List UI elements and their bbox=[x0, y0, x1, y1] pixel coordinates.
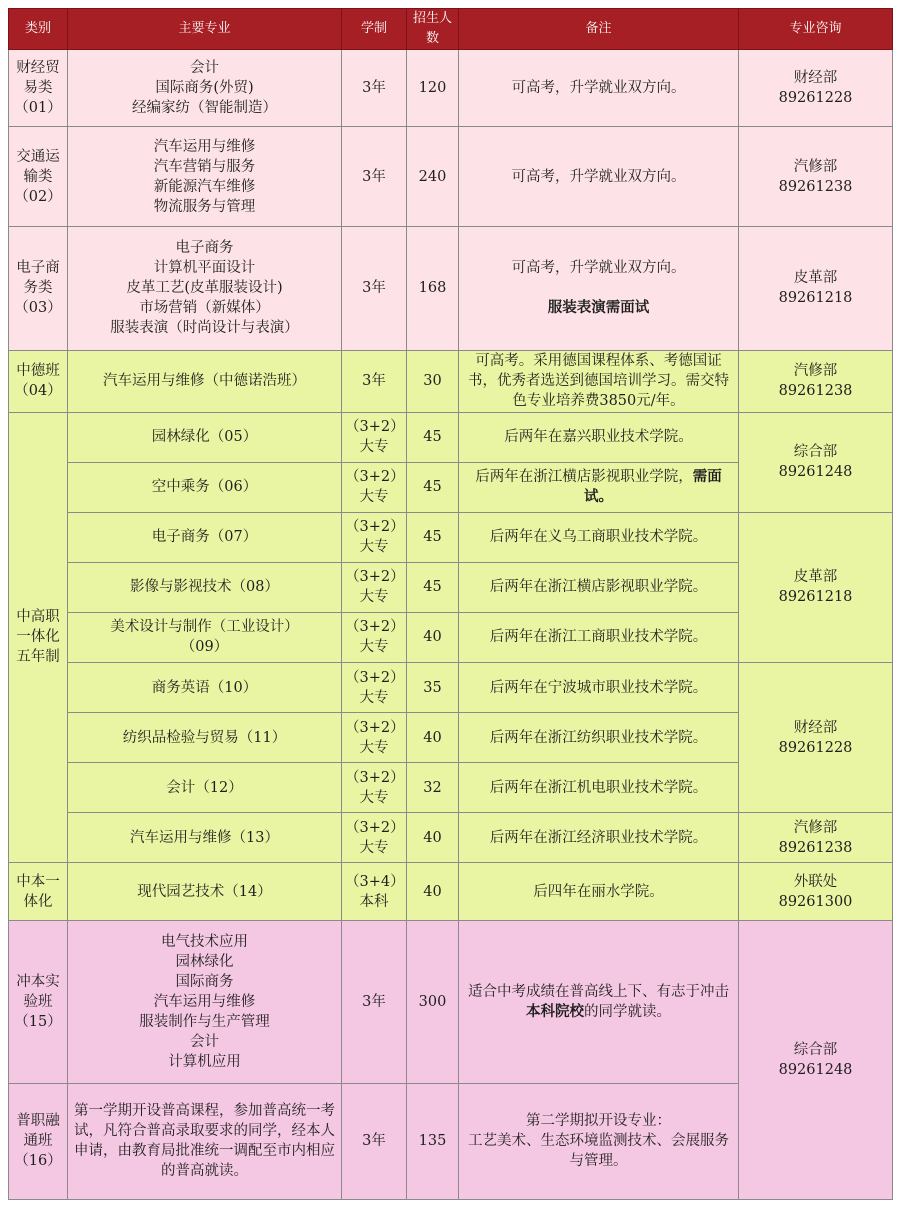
count-cell: 40 bbox=[407, 713, 459, 763]
duration-cell: （3+2） 大专 bbox=[342, 562, 407, 612]
category-cell: 电子商 务类 （03） bbox=[9, 227, 68, 350]
consult-cell: 财经部 89261228 bbox=[739, 662, 893, 812]
count-cell: 45 bbox=[407, 512, 459, 562]
remark-bold-text: 需面试。 bbox=[584, 468, 722, 506]
remark-cell bbox=[459, 462, 739, 512]
remark-bold-text: 服装表演需面试 bbox=[547, 299, 650, 317]
duration-cell: （3+2） 大专 bbox=[342, 763, 407, 813]
remark-cell: 后两年在嘉兴职业技术学院。 bbox=[459, 412, 739, 462]
table-row bbox=[9, 227, 893, 350]
duration-cell: 3年 bbox=[342, 921, 407, 1083]
header-consult: 专业咨询 bbox=[739, 9, 893, 50]
table-row bbox=[9, 512, 893, 562]
category-cell: 冲本实 验班 （15） bbox=[9, 921, 68, 1083]
major-cell: 空中乘务（06） bbox=[68, 462, 342, 512]
major-cell: 汽车运用与维修（13） bbox=[68, 813, 342, 863]
consult-cell: 综合部 89261248 bbox=[739, 412, 893, 512]
consult-cell: 汽修部 89261238 bbox=[739, 127, 893, 227]
header-remarks: 备注 bbox=[459, 9, 739, 50]
remark-cell: 后两年在浙江经济职业技术学院。 bbox=[459, 813, 739, 863]
count-cell: 45 bbox=[407, 462, 459, 512]
remark-text: 后两年在浙江横店影视职业学院， bbox=[475, 469, 693, 486]
remark-cell bbox=[459, 227, 739, 350]
duration-cell: （3+2） 大专 bbox=[342, 612, 407, 662]
major-cell: 商务英语（10） bbox=[68, 662, 342, 712]
duration-cell: 3年 bbox=[342, 1083, 407, 1199]
major-cell: 影像与影视技术（08） bbox=[68, 562, 342, 612]
category-cell: 中本一 体化 bbox=[9, 863, 68, 921]
header-duration: 学制 bbox=[342, 9, 407, 50]
header-category: 类别 bbox=[9, 9, 68, 50]
count-cell: 168 bbox=[407, 227, 459, 350]
count-cell: 45 bbox=[407, 562, 459, 612]
count-cell: 40 bbox=[407, 813, 459, 863]
remark-text: 适合中考成绩在普高线上下、有志于冲击 bbox=[468, 984, 729, 1001]
duration-cell: 3年 bbox=[342, 127, 407, 227]
table-row bbox=[9, 412, 893, 462]
count-cell: 45 bbox=[407, 412, 459, 462]
remark-bold-text: 本科院校 bbox=[526, 1003, 584, 1021]
count-cell: 135 bbox=[407, 1083, 459, 1199]
remark-cell bbox=[459, 921, 739, 1083]
remark-cell: 后两年在宁波城市职业技术学院。 bbox=[459, 662, 739, 712]
remark-cell: 可高考，升学就业双方向。 bbox=[459, 127, 739, 227]
major-cell: 汽车运用与维修（中德诺浩班） bbox=[68, 350, 342, 412]
duration-cell: （3+2） 大专 bbox=[342, 813, 407, 863]
consult-cell: 外联处 89261300 bbox=[739, 863, 893, 921]
count-cell: 40 bbox=[407, 612, 459, 662]
major-cell: 现代园艺技术（14） bbox=[68, 863, 342, 921]
major-cell: 会计（12） bbox=[68, 763, 342, 813]
count-cell: 35 bbox=[407, 662, 459, 712]
table-row bbox=[9, 863, 893, 921]
remark-cell: 后两年在浙江工商职业技术学院。 bbox=[459, 612, 739, 662]
duration-cell: （3+2） 大专 bbox=[342, 662, 407, 712]
consult-cell: 皮革部 89261218 bbox=[739, 227, 893, 350]
table-row bbox=[9, 127, 893, 227]
table-row bbox=[9, 350, 893, 412]
count-cell: 120 bbox=[407, 50, 459, 127]
major-cell: 电气技术应用 园林绿化 国际商务 汽车运用与维修 服装制作与生产管理 会计 计算机应用 bbox=[68, 921, 342, 1083]
duration-cell: （3+2） 大专 bbox=[342, 512, 407, 562]
major-cell: 园林绿化（05） bbox=[68, 412, 342, 462]
major-cell: 电子商务（07） bbox=[68, 512, 342, 562]
remark-cell: 可高考，升学就业双方向。 bbox=[459, 50, 739, 127]
duration-cell: 3年 bbox=[342, 50, 407, 127]
count-cell: 240 bbox=[407, 127, 459, 227]
duration-cell: （3+2） 大专 bbox=[342, 462, 407, 512]
header-enrollment: 招生人数 bbox=[407, 9, 459, 50]
major-cell: 会计 国际商务(外贸) 经编家纺（智能制造） bbox=[68, 50, 342, 127]
remark-cell: 后两年在义乌工商职业技术学院。 bbox=[459, 512, 739, 562]
header-major: 主要专业 bbox=[68, 9, 342, 50]
category-cell: 中德班 （04） bbox=[9, 350, 68, 412]
category-cell: 交通运 输类 （02） bbox=[9, 127, 68, 227]
category-cell: 普职融 通班 （16） bbox=[9, 1083, 68, 1199]
header-row bbox=[9, 9, 893, 50]
category-cell: 财经贸 易类 （01） bbox=[9, 50, 68, 127]
remark-cell: 后四年在丽水学院。 bbox=[459, 863, 739, 921]
consult-cell: 汽修部 89261238 bbox=[739, 350, 893, 412]
table-row bbox=[9, 662, 893, 712]
remark-text-end: 的同学就读。 bbox=[584, 1004, 671, 1021]
major-cell: 纺织品检验与贸易（11） bbox=[68, 713, 342, 763]
table-row bbox=[9, 813, 893, 863]
major-cell: 第一学期开设普高课程，参加普高统一考试，凡符合普高录取要求的同学，经本人申请，由教育局批准统一调配至市内相应的普高就读。 bbox=[68, 1083, 342, 1199]
remark-cell: 第二学期拟开设专业： 工艺美术、生态环境监测技术、会展服务与管理。 bbox=[459, 1083, 739, 1199]
duration-cell: 3年 bbox=[342, 350, 407, 412]
table-row bbox=[9, 921, 893, 1083]
table-row bbox=[9, 50, 893, 127]
category-cell: 中高职 一体化 五年制 bbox=[9, 412, 68, 863]
duration-cell: （3+2） 大专 bbox=[342, 713, 407, 763]
major-cell: 美术设计与制作（工业设计） （09） bbox=[68, 612, 342, 662]
duration-cell: 3年 bbox=[342, 227, 407, 350]
consult-cell: 皮革部 89261218 bbox=[739, 512, 893, 662]
duration-cell: （3+4） 本科 bbox=[342, 863, 407, 921]
consult-cell: 财经部 89261228 bbox=[739, 50, 893, 127]
remark-cell: 后两年在浙江横店影视职业学院。 bbox=[459, 562, 739, 612]
remark-cell: 可高考。采用德国课程体系、考德国证书，优秀者选送到德国培训学习。需交特色专业培养费3850元/年。 bbox=[459, 350, 739, 412]
consult-cell: 综合部 89261248 bbox=[739, 921, 893, 1200]
major-cell: 电子商务 计算机平面设计 皮革工艺(皮革服装设计) 市场营销（新媒体） 服装表演（时尚设计与表演） bbox=[68, 227, 342, 350]
remark-cell: 后两年在浙江纺织职业技术学院。 bbox=[459, 713, 739, 763]
count-cell: 40 bbox=[407, 863, 459, 921]
enrollment-table bbox=[8, 8, 893, 1200]
remark-text: 可高考，升学就业双方向。 bbox=[511, 260, 686, 277]
remark-cell: 后两年在浙江机电职业技术学院。 bbox=[459, 763, 739, 813]
duration-cell: （3+2） 大专 bbox=[342, 412, 407, 462]
consult-cell: 汽修部 89261238 bbox=[739, 813, 893, 863]
major-cell: 汽车运用与维修 汽车营销与服务 新能源汽车维修 物流服务与管理 bbox=[68, 127, 342, 227]
count-cell: 30 bbox=[407, 350, 459, 412]
count-cell: 300 bbox=[407, 921, 459, 1083]
count-cell: 32 bbox=[407, 763, 459, 813]
